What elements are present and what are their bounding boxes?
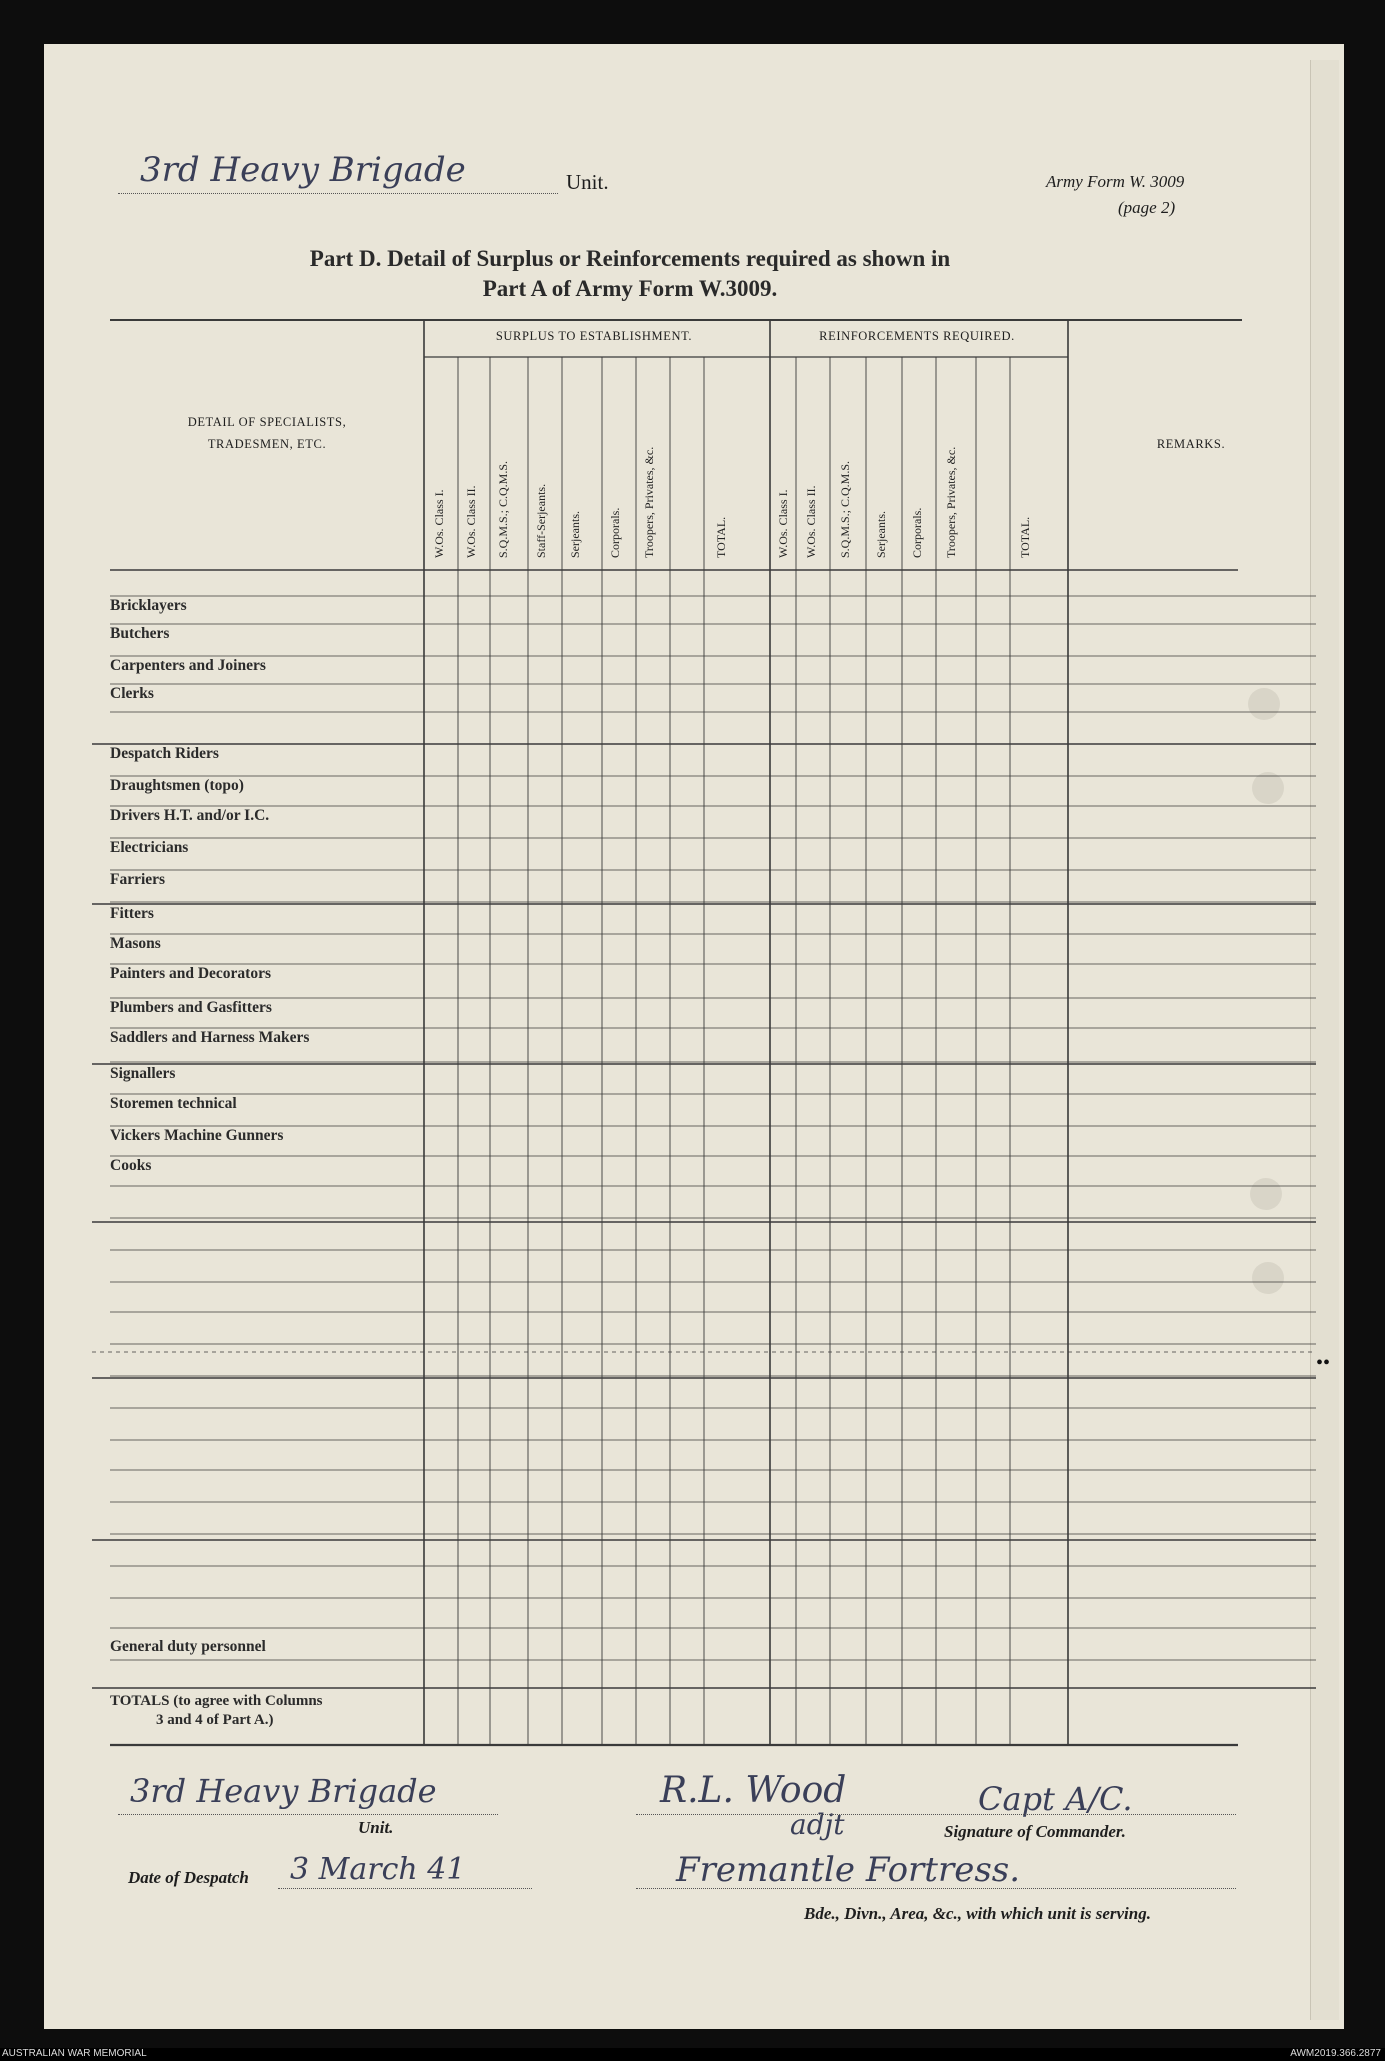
bde-handwritten: Fremantle Fortress. (676, 1850, 1021, 1890)
totals-line-2: 3 and 4 of Part A.) (156, 1712, 274, 1728)
signature-sub: adjt (790, 1808, 845, 1841)
totals-label (110, 1692, 323, 1730)
surplus-column-header: Serjeants. (568, 511, 582, 558)
row-label: Butchers (110, 625, 170, 642)
signature-label: Signature of Commander. (944, 1822, 1126, 1841)
general-duty-label: General duty personnel (110, 1638, 266, 1655)
footer-unit-label: Unit. (358, 1818, 394, 1837)
signature-dotline (636, 1814, 1236, 1815)
reinforcement-column-header: W.Os. Class II. (804, 485, 818, 558)
reinforcement-column-header: Serjeants. (874, 511, 888, 558)
row-label: Clerks (110, 685, 154, 702)
reinforcement-column-header: S.Q.M.S.; C.Q.M.S. (838, 460, 852, 558)
surplus-column-header: W.Os. Class II. (464, 485, 478, 558)
archive-left: AUSTRALIAN WAR MEMORIAL (2, 2048, 147, 2059)
row-label: Drivers H.T. and/or I.C. (110, 807, 270, 824)
bde-dotline (636, 1888, 1236, 1889)
row-label: Cooks (110, 1157, 152, 1174)
signature-rank: Capt A/C. (978, 1780, 1133, 1818)
surplus-column-header: Troopers, Privates, &c. (642, 446, 656, 558)
row-label: Signallers (110, 1065, 176, 1082)
row-label: Fitters (110, 905, 154, 922)
unit-label: Unit. (566, 170, 609, 194)
archive-right: AWM2019.366.2877 (1290, 2048, 1381, 2059)
form-ref: Army Form W. 3009 (1046, 172, 1185, 191)
date-handwritten: 3 March 41 (290, 1852, 466, 1887)
row-label: Saddlers and Harness Makers (110, 1029, 310, 1046)
footer-unit-handwritten: 3rd Heavy Brigade (130, 1772, 437, 1810)
remarks-header: REMARKS. (1156, 437, 1226, 451)
row-label: Storemen technical (110, 1095, 237, 1112)
row-label: Bricklayers (110, 597, 187, 614)
archive-footer (0, 2048, 1385, 2061)
row-label: Electricians (110, 839, 189, 856)
surplus-column-header: Corporals. (608, 507, 622, 558)
title-line-1: Part D. Detail of Surplus or Reinforcements required as shown in (309, 246, 951, 271)
totals-line-1: TOTALS (to agree with Columns (110, 1693, 323, 1709)
title-line-2: Part A of Army Form W.3009. (482, 276, 778, 301)
surplus-column-header: W.Os. Class I. (432, 489, 446, 558)
reinforcement-column-header: W.Os. Class I. (776, 489, 790, 558)
surplus-column-header: TOTAL. (714, 516, 728, 558)
row-label: Despatch Riders (110, 745, 219, 762)
date-label: Date of Despatch (128, 1868, 249, 1887)
reinforcement-column-header: Troopers, Privates, &c. (944, 446, 958, 558)
row-label: Plumbers and Gasfitters (110, 999, 272, 1016)
footer-unit-dotline (118, 1814, 498, 1815)
row-label: Masons (110, 935, 161, 952)
row-label: Painters and Decorators (110, 965, 271, 982)
row-label: Farriers (110, 871, 166, 888)
surplus-column-header: S.Q.M.S.; C.Q.M.S. (496, 460, 510, 558)
row-label: Vickers Machine Gunners (110, 1127, 284, 1144)
detail-header-line-2: TRADESMEN, ETC. (207, 437, 327, 451)
edge-dots: •• (1316, 1352, 1331, 1374)
detail-header-line-1: DETAIL OF SPECIALISTS, (187, 415, 347, 429)
page-ref: (page 2) (1118, 198, 1176, 217)
reinforcements-header: REINFORCEMENTS REQUIRED. (819, 329, 1015, 343)
surplus-header: SURPLUS TO ESTABLISHMENT. (495, 329, 693, 343)
reinforcement-column-header: Corporals. (910, 507, 924, 558)
unit-handwritten: 3rd Heavy Brigade (140, 150, 466, 190)
reinforcement-column-header: TOTAL. (1018, 516, 1032, 558)
detail-header (157, 411, 377, 455)
date-dotline (278, 1888, 532, 1889)
bde-label: Bde., Divn., Area, &c., with which unit is serving. (804, 1904, 1151, 1923)
row-label: Carpenters and Joiners (110, 657, 266, 674)
surplus-column-header: Staff-Serjeants. (534, 483, 548, 558)
row-label: Draughtsmen (topo) (110, 777, 244, 794)
signature-handwritten: R.L. Wood (660, 1770, 847, 1811)
